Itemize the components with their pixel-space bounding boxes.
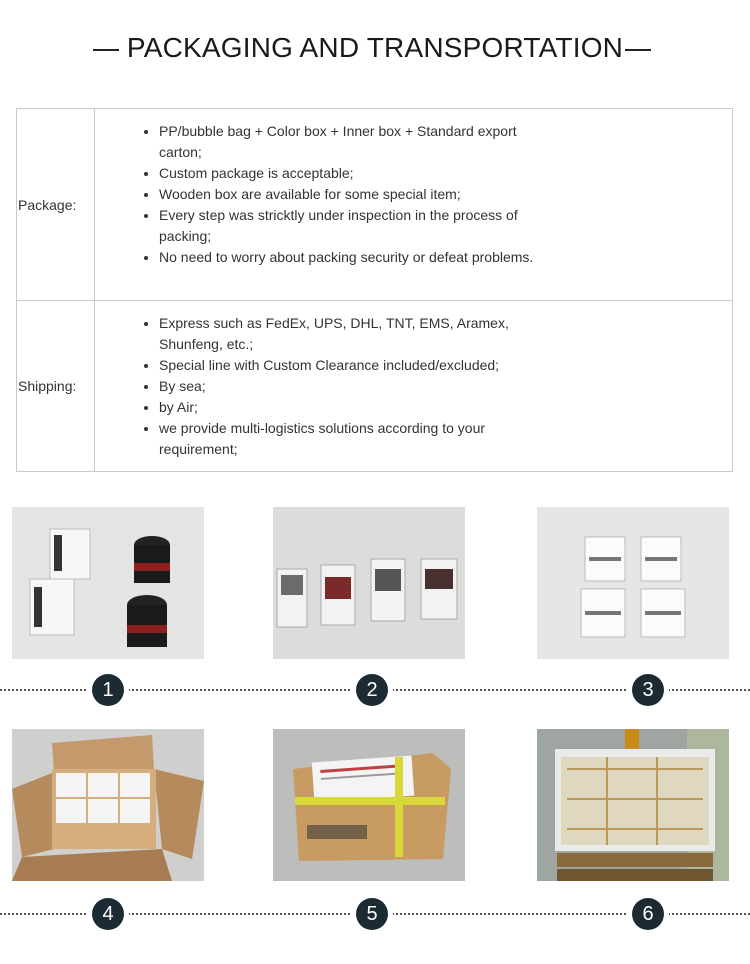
- list-item: • Custom package is acceptable;: [159, 163, 539, 184]
- list-item: • Every step was stricktly under inspection in the process of packing;: [159, 205, 539, 247]
- step-badge-1: 1: [92, 674, 124, 706]
- photo-taped-carton-label: [273, 729, 465, 881]
- title-dash-right: [625, 49, 651, 51]
- list-item: • by Air;: [159, 397, 539, 418]
- page-title: PACKAGING AND TRANSPORTATION: [126, 32, 624, 63]
- photo-open-inner-boxes: [273, 507, 465, 659]
- package-list: [141, 121, 539, 268]
- list-item: • No need to worry about packing security or defeat problems.: [159, 247, 539, 268]
- list-item: • Wooden box are available for some special item;: [159, 184, 539, 205]
- shipping-row: [17, 301, 732, 471]
- list-item: • PP/bubble bag + Color box + Inner box + Standard export carton;: [159, 121, 539, 163]
- package-row: [17, 109, 732, 301]
- step-badge-2: 2: [356, 674, 388, 706]
- packaging-shipping-table: [16, 108, 733, 472]
- list-item: • Express such as FedEx, UPS, DHL, TNT, EMS, Aramex, Shunfeng, etc.;: [159, 313, 539, 355]
- step-badge-5: 5: [356, 898, 388, 930]
- photo-stacked-white-boxes: [537, 507, 729, 659]
- photo-color-boxes-couplings: [12, 507, 204, 659]
- step-badge-4: 4: [92, 898, 124, 930]
- list-item: • we provide multi-logistics solutions according to your requirement;: [159, 418, 539, 460]
- step-badge-6: 6: [632, 898, 664, 930]
- package-label: Package:: [18, 196, 77, 213]
- shipping-label-cell: [17, 301, 95, 471]
- step-badge-3: 3: [632, 674, 664, 706]
- shipping-label: Shipping:: [18, 378, 77, 394]
- list-item: • By sea;: [159, 376, 539, 397]
- list-item: • Special line with Custom Clearance included/excluded;: [159, 355, 539, 376]
- shipping-list: [141, 313, 539, 460]
- photo-wrapped-pallet: [537, 729, 729, 881]
- photo-export-carton-open: [12, 729, 204, 881]
- page-header: [0, 30, 750, 70]
- package-label-cell: [17, 109, 95, 300]
